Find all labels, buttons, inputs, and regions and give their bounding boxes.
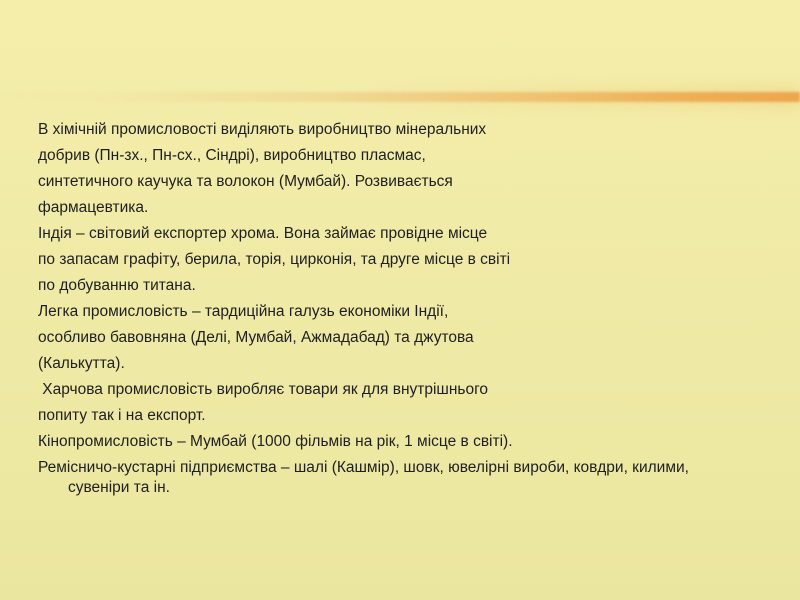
text-line: фармацевтика. [38,199,149,216]
text-line: Ремісничо-кустарні підприємства – шалі (Кашмір), шовк, ювелірні вироби, ковдри, килими, сувеніри та ін. [38,459,689,496]
text-line: синтетичного каучука та волокон (Мумбай). Розвивається [38,173,453,190]
text-line: Легка промисловість – тардиційна галузь економіки Індії, [38,303,449,320]
text-line: добрив (Пн-зх., Пн-сх., Сіндрі), виробництво пласмас, [38,147,426,164]
text-line: по запасам графіту, берила, торія, цирконія, та друге місце в світі [38,251,511,268]
text-line: особливо бавовняна (Делі, Мумбай, Ажмадабад) та джутова [38,329,474,346]
slide-text-block [38,117,738,498]
text-line: попиту так і на експорт. [38,407,206,424]
decorative-line [0,92,800,102]
text-line: (Калькутта). [38,355,125,372]
text-line: Кінопромисловість – Мумбай (1000 фільмів на рік, 1 місце в світі). [38,433,513,450]
text-line: В хімічній промисловості виділяють виробництво мінеральних [38,121,487,138]
text-line: по добуванню титана. [38,277,196,294]
text-line: Харчова промисловість виробляє товари як для внутрішнього [38,381,489,398]
text-line: Індія – світовий експортер хрома. Вона займає провідне місце [38,225,488,242]
